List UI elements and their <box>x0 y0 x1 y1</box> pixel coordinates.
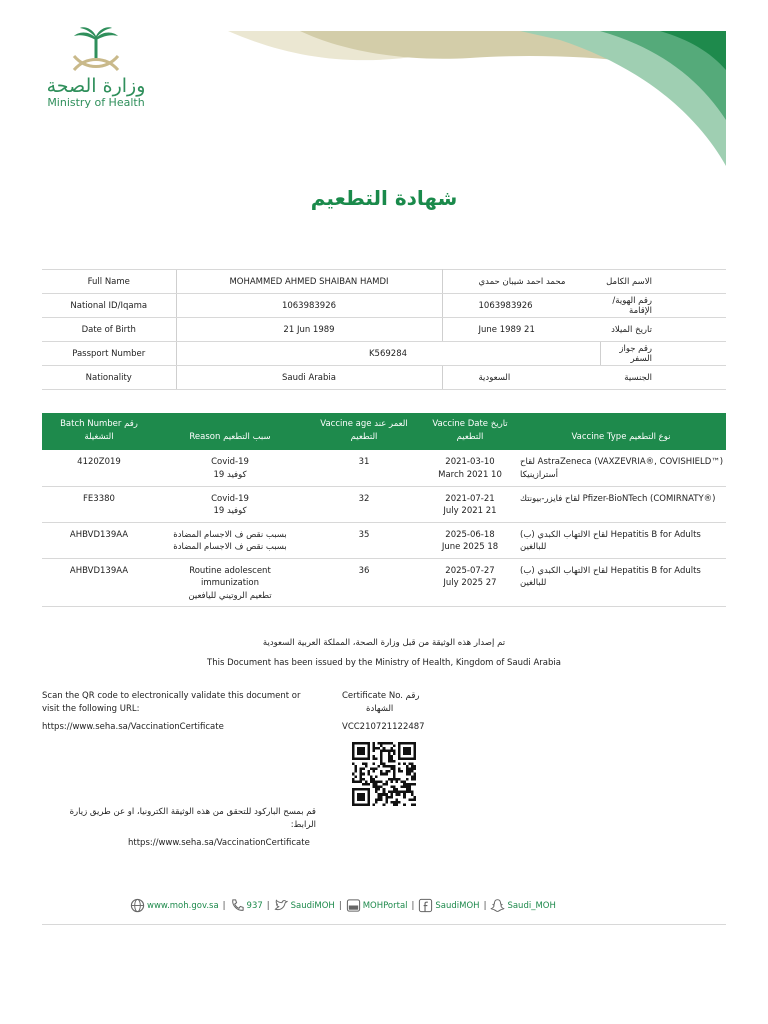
personal-info-table <box>42 269 726 390</box>
batch-number: AHBVD139AA <box>42 558 156 606</box>
issued-statement-english: This Document has been issued by the Ministry of Health, Kingdom of Saudi Arabia <box>207 658 561 668</box>
info-label-arabic: الاسم الكامل <box>600 270 726 294</box>
qr-code-icon[interactable] <box>352 742 416 806</box>
vaccine-date: 2025-07-27 July 2025 27 <box>424 558 516 606</box>
vaccination-row <box>42 486 726 522</box>
vaccination-reason: Covid-19 كوفيد 19 <box>156 486 304 522</box>
header-reason: Reason سبب التطعيم <box>189 432 271 442</box>
vaccine-date: 2021-07-21 July 2021 21 <box>424 486 516 522</box>
vaccine-age: 36 <box>304 558 424 606</box>
info-label-arabic: رقم جواز السفر <box>600 342 726 366</box>
snapchat-icon <box>490 898 505 913</box>
header-batch: Batch Number رقم التشغيلة <box>60 419 138 442</box>
vaccine-type: لقاح AstraZeneca (VAXZEVRIA®, COVISHIELD™) أسترازينيكا <box>516 450 726 486</box>
validation-url-arabic-section[interactable]: https://www.seha.sa/VaccinationCertificate <box>128 838 310 848</box>
twitter-icon <box>274 898 289 913</box>
vaccine-age: 31 <box>304 450 424 486</box>
info-value-arabic: 1063983926 <box>442 294 600 318</box>
phone-number[interactable]: 937 <box>246 900 263 911</box>
globe-icon <box>130 898 145 913</box>
logo-english-text: Ministry of Health <box>47 96 145 109</box>
footer-divider <box>42 924 726 925</box>
batch-number: FE3380 <box>42 486 156 522</box>
snapchat-handle[interactable]: Saudi_MOH <box>507 900 556 911</box>
header-age: Vaccine age العمر عند التطعيم <box>320 419 408 442</box>
ministry-logo <box>36 26 156 118</box>
info-value-arabic: محمد احمد شيبان حمدي <box>442 270 600 294</box>
vaccine-type: لقاح فايزر-بيونتك Pfizer-BioNTech (COMIRNATY®) <box>516 486 726 522</box>
info-row <box>42 270 726 294</box>
certificate-number-label: Certificate No. رقم الشهادة <box>342 691 420 714</box>
info-label-english: Nationality <box>42 366 176 390</box>
info-row <box>42 294 726 318</box>
logo-arabic-text: وزارة الصحة <box>46 75 146 97</box>
website-link[interactable]: www.moh.gov.sa <box>147 900 219 911</box>
info-label-arabic: الجنسية <box>600 366 726 390</box>
vaccination-row <box>42 522 726 558</box>
header-type: Vaccine Type نوع التطعيم <box>571 432 671 442</box>
vaccination-table <box>42 413 726 607</box>
batch-number: 4120Z019 <box>42 450 156 486</box>
info-value-arabic: السعودية <box>442 366 600 390</box>
info-row <box>42 318 726 342</box>
qr-instruction-arabic: قم بمسح الباركود للتحقق من هذه الوثيقة الكترونيا، او عن طريق زيارة الرابط: <box>69 807 316 830</box>
vaccination-row <box>42 450 726 486</box>
batch-number: AHBVD139AA <box>42 522 156 558</box>
vaccination-reason: Covid-19 كوفيد 19 <box>156 450 304 486</box>
vaccination-reason: Routine adolescent immunization تطعيم الروتيني لليافعين <box>156 558 304 606</box>
twitter-handle[interactable]: SaudiMOH <box>290 900 335 911</box>
info-label-english: Date of Birth <box>42 318 176 342</box>
facebook-icon <box>418 898 433 913</box>
info-value-english: 1063983926 <box>176 294 442 318</box>
vaccination-table-header <box>42 413 726 450</box>
vaccine-date: 2021-03-10 March 2021 10 <box>424 450 516 486</box>
certificate-title: شهادة التطعيم <box>310 186 458 210</box>
info-label-english: Passport Number <box>42 342 176 366</box>
vaccine-type: لقاح الالتهاب الكبدي (ب) Hepatitis B for Adults للبالغين <box>516 558 726 606</box>
vaccine-date: 2025-06-18 June 2025 18 <box>424 522 516 558</box>
vaccination-row <box>42 558 726 606</box>
info-value: K569284 <box>176 342 600 366</box>
phone-icon <box>230 898 245 913</box>
youtube-icon <box>346 898 361 913</box>
palm-swords-emblem-icon <box>66 26 126 72</box>
vaccination-reason: بسبب نقص ف الاجسام المضادة بسبب نقص ف الاجسام المضادة <box>156 522 304 558</box>
info-value-english: Saudi Arabia <box>176 366 442 390</box>
info-row <box>42 366 726 390</box>
certificate-number: VCC210721122487 <box>342 722 425 732</box>
info-label-arabic: تاريخ الميلاد <box>600 318 726 342</box>
info-label-english: National ID/Iqama <box>42 294 176 318</box>
vaccine-type: لقاح الالتهاب الكبدي (ب) Hepatitis B for Adults للبالغين <box>516 522 726 558</box>
info-row <box>42 342 726 366</box>
info-value-english: 21 Jun 1989 <box>176 318 442 342</box>
validation-url[interactable]: https://www.seha.sa/VaccinationCertificate <box>42 722 224 732</box>
info-value-arabic: June 1989 21 <box>442 318 600 342</box>
footer-contact-bar: www.moh.gov.sa | 937 | SaudiMOH | MOHPortal | SaudiMOH | Saudi_MOH <box>130 898 556 913</box>
info-label-english: Full Name <box>42 270 176 294</box>
youtube-channel[interactable]: MOHPortal <box>362 900 408 911</box>
issued-statement-arabic: تم إصدار هذه الوثيقة من قبل وزارة الصحة، المملكة العربية السعودية <box>262 638 506 648</box>
vaccine-age: 35 <box>304 522 424 558</box>
header-date: Vaccine Date تاريخ التطعيم <box>432 419 508 442</box>
facebook-page[interactable]: SaudiMOH <box>435 900 480 911</box>
info-label-arabic: رقم الهوية/الإقامة <box>600 294 726 318</box>
info-value-english: MOHAMMED AHMED SHAIBAN HAMDI <box>176 270 442 294</box>
qr-instruction-english: Scan the QR code to electronically validate this document or visit the following URL: <box>42 691 301 714</box>
vaccine-age: 32 <box>304 486 424 522</box>
